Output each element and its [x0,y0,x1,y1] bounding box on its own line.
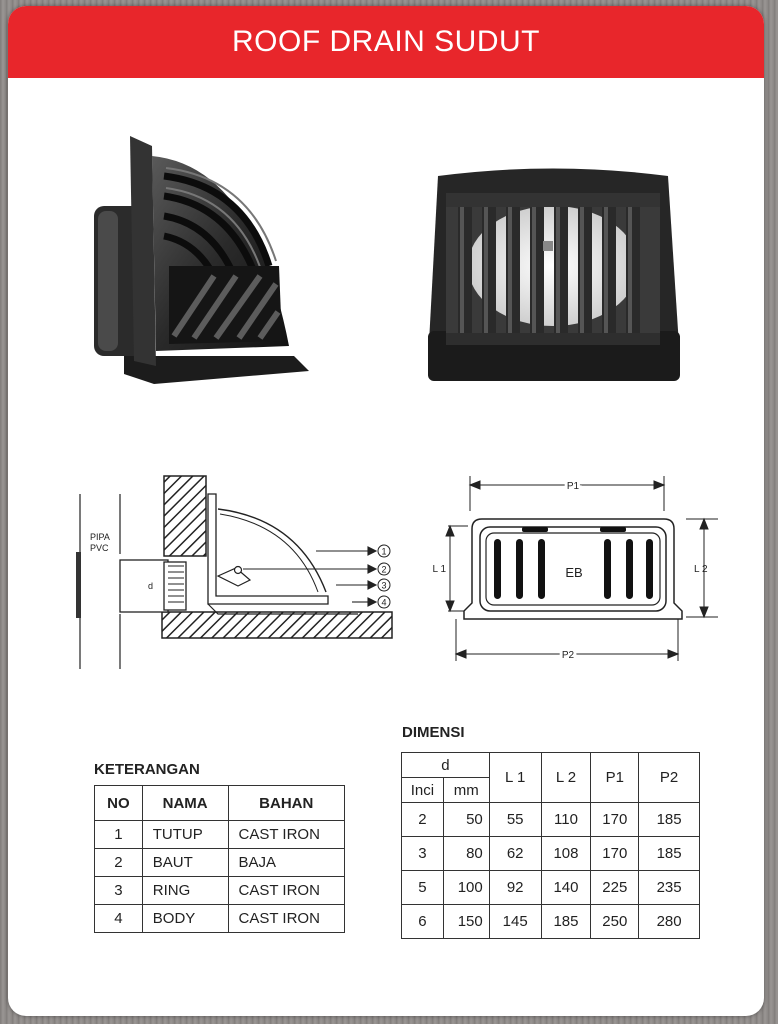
dim-p2: P2 [561,650,575,661]
cell-inci: 2 [402,803,444,837]
table-row [95,821,345,849]
cell-l2: 185 [541,905,591,939]
cell-mm: 150 [443,905,489,939]
header-p1: P1 [591,753,639,803]
cell-inci: 6 [402,905,444,939]
callout-3: 3 [381,580,387,591]
table-row [95,849,345,877]
dim-l1: L 1 [432,564,446,575]
cell-l1: 55 [489,803,541,837]
cell-l1: 92 [489,871,541,905]
header-l1: L 1 [489,753,541,803]
table-row [402,803,700,837]
top-view-diagram [428,471,728,676]
dimensi-table [401,752,700,939]
cell-no: 2 [95,849,143,877]
header-inci: Inci [402,778,444,803]
table-row [95,877,345,905]
cell-mm: 100 [443,871,489,905]
cell-p2: 235 [639,871,700,905]
cell-p2: 185 [639,803,700,837]
product-sheet [8,6,764,1016]
center-mark: EB [565,565,583,580]
header-no: NO [95,786,143,821]
cell-l1: 145 [489,905,541,939]
cell-p1: 170 [591,837,639,871]
header-d: d [402,753,490,778]
cell-l2: 140 [541,871,591,905]
pipe-label-pvc: PVC [90,543,109,553]
section-diagram [68,464,398,679]
cell-bahan: BAJA [228,849,344,877]
cell-nama: RING [142,877,228,905]
callout-1: 1 [381,546,387,557]
cell-no: 4 [95,905,143,933]
cell-inci: 3 [402,837,444,871]
cell-l2: 108 [541,837,591,871]
product-photo-front [418,161,688,396]
pipe-label: PIPA [90,532,110,542]
cell-no: 3 [95,877,143,905]
cell-p2: 185 [639,837,700,871]
cell-nama: TUTUP [142,821,228,849]
diameter-label: d [148,581,154,591]
dimensi-title: DIMENSI [402,724,465,741]
cell-bahan: CAST IRON [228,905,344,933]
callout-2: 2 [381,564,387,575]
callout-4: 4 [381,597,387,608]
cell-p1: 170 [591,803,639,837]
keterangan-table [94,785,345,933]
table-row [402,871,700,905]
table-header-row [95,786,345,821]
table-row [402,837,700,871]
dim-p1: P1 [566,481,580,492]
header-l2: L 2 [541,753,591,803]
table-header-row [402,753,700,778]
cell-p1: 250 [591,905,639,939]
header-bar [8,6,764,78]
cell-l2: 110 [541,803,591,837]
table-row [402,905,700,939]
cell-bahan: CAST IRON [228,877,344,905]
cell-inci: 5 [402,871,444,905]
page-title: ROOF DRAIN SUDUT [232,25,540,58]
cell-p1: 225 [591,871,639,905]
keterangan-title: KETERANGAN [94,761,200,778]
cell-mm: 50 [443,803,489,837]
cell-p2: 280 [639,905,700,939]
product-photo-side [64,116,314,396]
cell-bahan: CAST IRON [228,821,344,849]
cell-nama: BODY [142,905,228,933]
cell-nama: BAUT [142,849,228,877]
header-nama: NAMA [142,786,228,821]
cell-mm: 80 [443,837,489,871]
cell-no: 1 [95,821,143,849]
header-bahan: BAHAN [228,786,344,821]
header-mm: mm [443,778,489,803]
header-p2: P2 [639,753,700,803]
table-row [95,905,345,933]
dim-l2: L 2 [694,564,708,575]
cell-l1: 62 [489,837,541,871]
